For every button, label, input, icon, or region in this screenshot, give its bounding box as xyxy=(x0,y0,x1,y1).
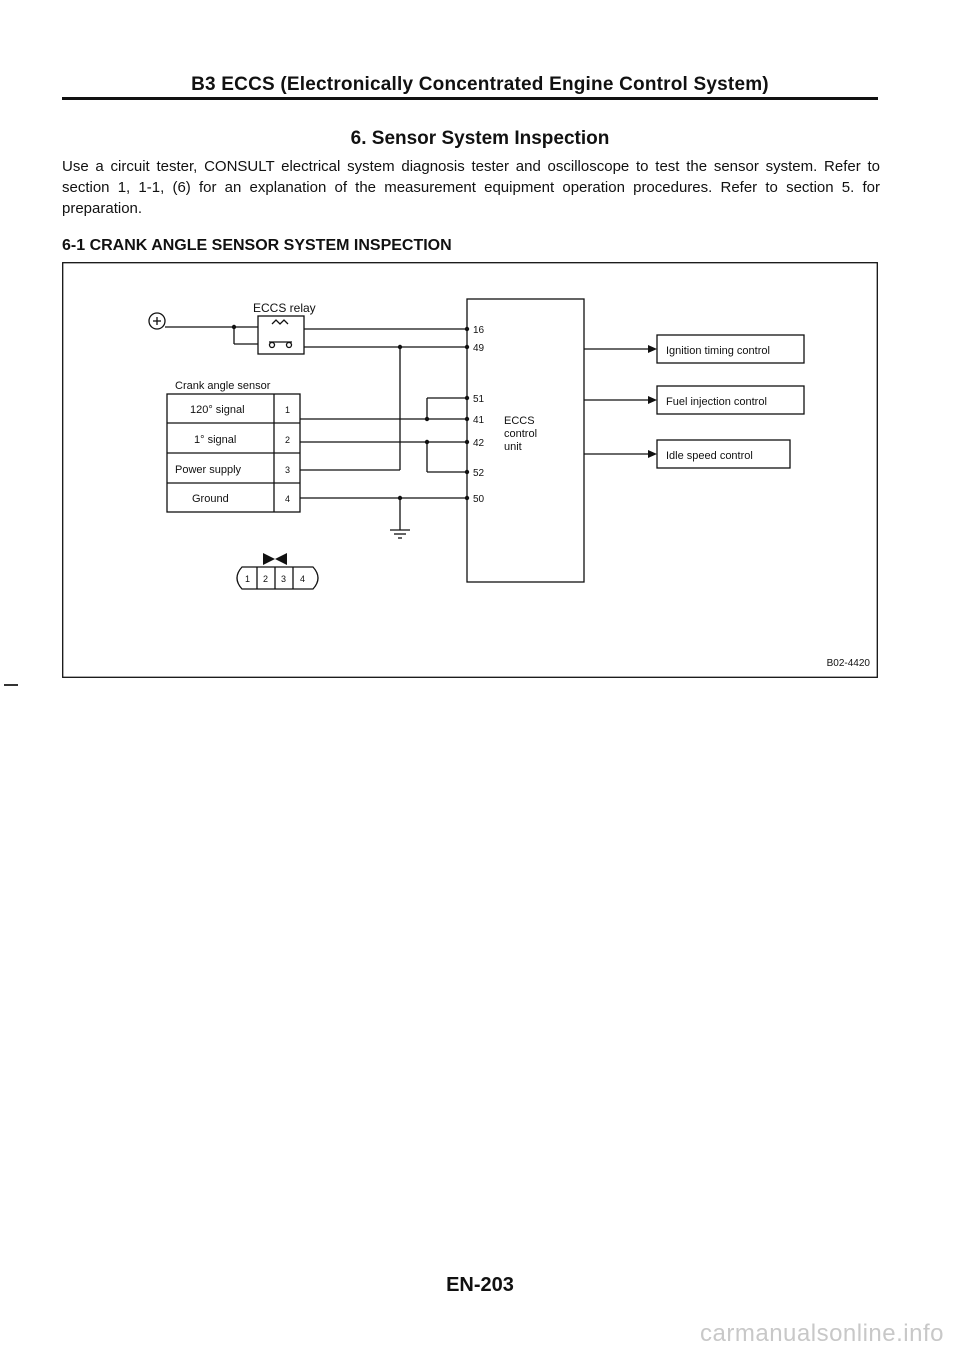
relay-box xyxy=(258,316,304,354)
connector-pin: 1 xyxy=(245,574,251,584)
sensor-row-pin: 3 xyxy=(285,465,291,475)
connector-latch xyxy=(263,553,275,565)
watermark: carmanualsonline.info xyxy=(700,1320,944,1347)
intro-paragraph: Use a circuit tester, CONSULT electrical system diagnosis tester and oscilloscope to test the sensor system. Refer to section 1, 1-1, (6) for an explanation of the measurement equipment operation procedures. Refer to section 5. for preparation. xyxy=(62,158,880,217)
output-label: Idle speed control xyxy=(666,450,753,462)
terminal-number: 41 xyxy=(473,415,485,426)
sensor-row-label: Power supply xyxy=(175,464,242,476)
sensor-row-pin: 4 xyxy=(285,494,291,504)
page-number: EN-203 xyxy=(446,1274,514,1296)
arrow-idle xyxy=(648,450,657,458)
sensor-row-label: 1° signal xyxy=(194,434,237,446)
sensor-row-pin: 1 xyxy=(285,405,291,415)
arrow-ignition xyxy=(648,345,657,353)
terminal-number: 49 xyxy=(473,343,485,354)
sensor-row-label: 120° signal xyxy=(190,404,245,416)
terminal-number: 51 xyxy=(473,394,485,405)
connector-pin: 3 xyxy=(281,574,287,584)
sensor-title: Crank angle sensor xyxy=(175,380,271,392)
section-title: 6. Sensor System Inspection xyxy=(350,128,610,149)
arrow-fuel xyxy=(648,396,657,404)
ecu-label-line: unit xyxy=(504,441,522,453)
margin-mark xyxy=(4,684,18,686)
subsection-title: 6-1 CRANK ANGLE SENSOR SYSTEM INSPECTION xyxy=(62,237,452,254)
terminal-number: 52 xyxy=(473,468,485,479)
terminal-number: 16 xyxy=(473,325,485,336)
relay-label: ECCS relay xyxy=(253,301,316,315)
ecu-label-line: ECCS xyxy=(504,415,535,427)
header-rule xyxy=(62,97,878,100)
ecu-label-line: control xyxy=(504,428,538,440)
wiring-diagram xyxy=(62,262,878,678)
sensor-row-pin: 2 xyxy=(285,435,291,445)
connector-pin: 4 xyxy=(300,574,306,584)
page-header-title: B3 ECCS (Electronically Concentrated Engine Control System) xyxy=(191,74,769,95)
output-label: Fuel injection control xyxy=(666,396,767,408)
ecu-box xyxy=(467,299,584,582)
connector-pin: 2 xyxy=(263,574,269,584)
output-label: Ignition timing control xyxy=(666,345,770,357)
figure-code: B02-4420 xyxy=(826,658,870,669)
sensor-row-label: Ground xyxy=(192,493,229,505)
wiring-diagram-svg xyxy=(62,262,878,678)
terminal-number: 50 xyxy=(473,494,485,505)
terminal-number: 42 xyxy=(473,438,485,449)
